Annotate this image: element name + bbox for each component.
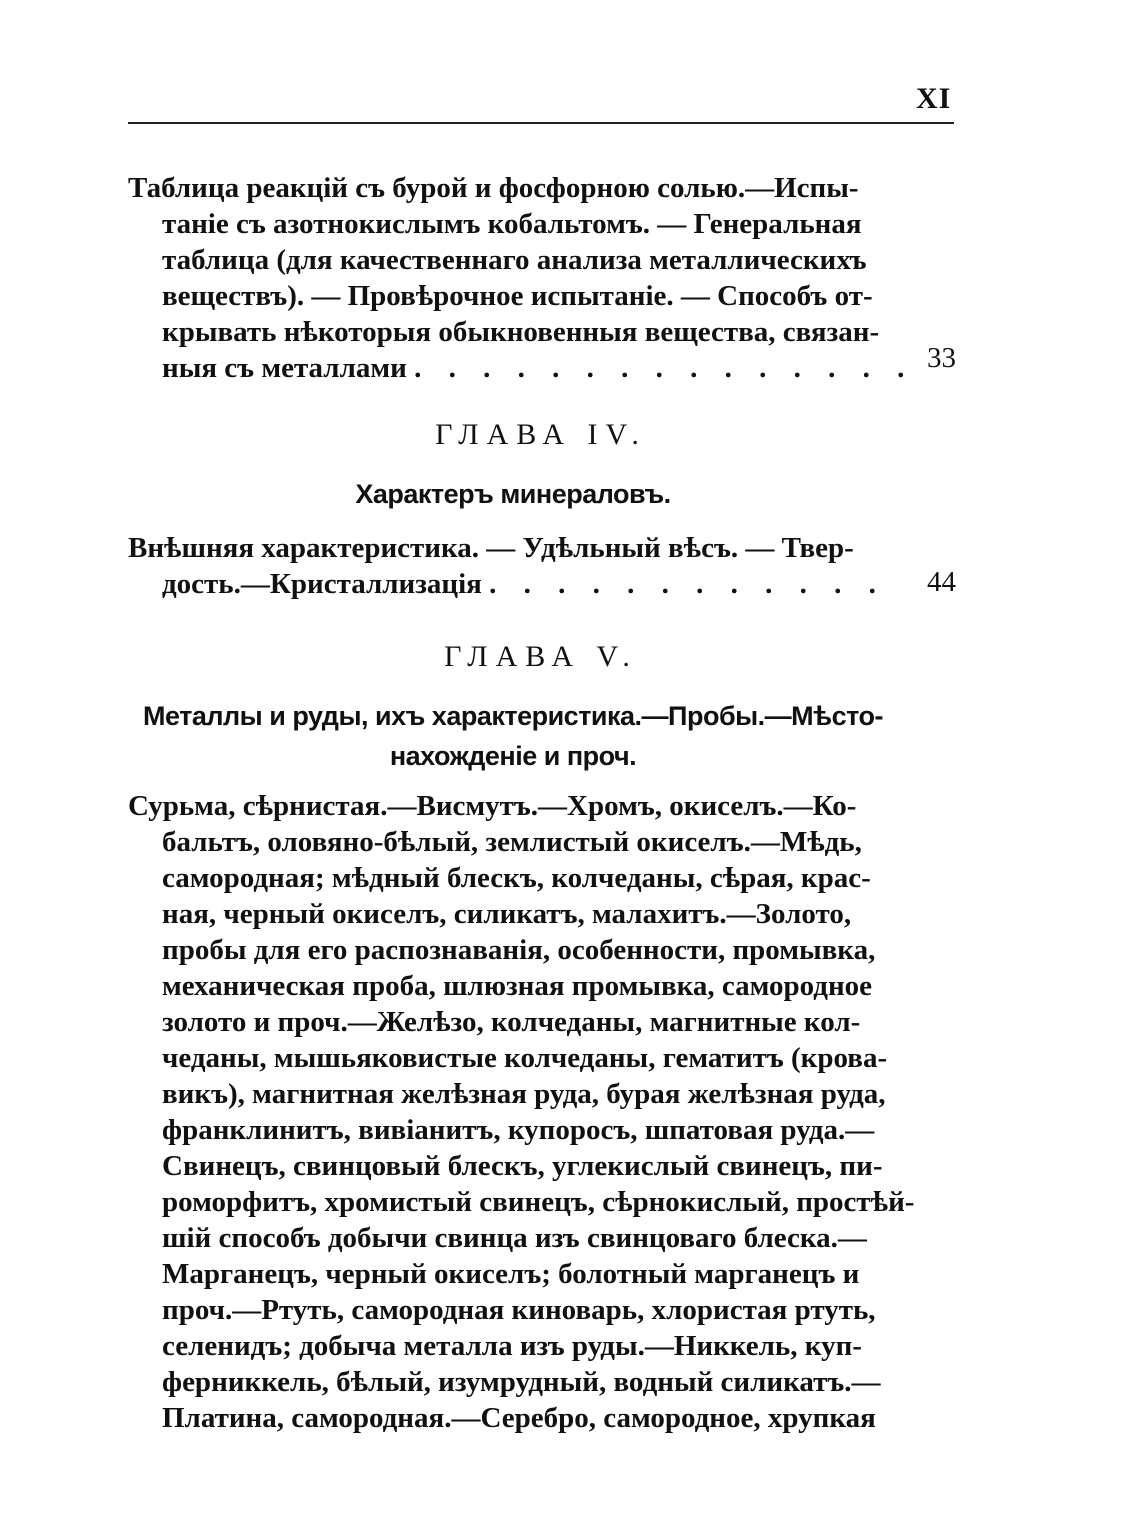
toc-line: роморфитъ, хромистый свинецъ, сѣрнокислый, простѣй- (162, 1186, 915, 1218)
chapter-heading: ГЛАВА V. (444, 640, 638, 673)
toc-line-last (128, 566, 888, 602)
toc-line: шій способъ добычи свинца изъ свинцоваго блеска.— (162, 1222, 867, 1254)
toc-line: веществъ). — Провѣрочное испытаніе. — Способъ от- (162, 280, 873, 312)
toc-line: таблица (для качественнаго анализа металлическихъ (162, 244, 867, 276)
page-reference: 33 (927, 342, 956, 374)
toc-line: механическая проба, шлюзная промывка, самородное (162, 970, 873, 1002)
toc-line: селенидъ; добыча металла изъ руды.—Никкель, куп- (162, 1330, 862, 1362)
toc-line: Марганецъ, черный окиселъ; болотный марганецъ и (162, 1258, 860, 1290)
toc-line: проч.—Ртуть, самородная киноварь, хлористая ртуть, (162, 1294, 876, 1326)
toc-line: бальтъ, оловяно-бѣлый, землистый окиселъ.—Мѣдь, (162, 826, 862, 858)
header-rule (128, 122, 954, 124)
page-number: XI (916, 82, 952, 115)
chapter-title-line: Металлы и руды, ихъ характеристика.—Пробы.—Мѣсто- (142, 701, 884, 731)
toc-line: Таблица реакцій съ бурой и фосфорною солью.—Испы- (128, 172, 859, 204)
toc-line: Платина, самородная.—Серебро, самородное, хрупкая (162, 1402, 876, 1434)
dot-leader: . . . . . . . . . . . . (489, 568, 886, 600)
toc-entry-chapter-3 (128, 170, 915, 386)
toc-line: викъ), магнитная желѣзная руда, бурая желѣзная руда, (162, 1078, 886, 1110)
chapter-title-line: нахожденіе и проч. (389, 741, 637, 771)
chapter-title-line: Характеръ минераловъ. (355, 479, 671, 509)
page-reference: 44 (927, 566, 956, 598)
toc-line: ная, черный окиселъ, силикатъ, малахитъ.—Золото, (162, 898, 852, 930)
toc-line: франклинитъ, вивіанитъ, купоросъ, шпатовая руда.— (162, 1114, 875, 1146)
toc-line-last (128, 350, 915, 386)
toc-line: чеданы, мышьяковистые колчеданы, гематитъ (крова- (162, 1042, 888, 1074)
toc-line: золото и проч.—Желѣзо, колчеданы, магнитные кол- (162, 1006, 861, 1038)
toc-entry-chapter-5 (128, 788, 915, 1436)
chapter-heading: ГЛАВА IV. (435, 418, 647, 451)
chapter-title (128, 696, 898, 776)
toc-line: Сурьма, сѣрнистая.—Висмутъ.—Хромъ, окиселъ.—Ко- (128, 790, 857, 822)
toc-line-text: дость.—Кристаллизація (162, 568, 482, 600)
toc-line: Внѣшняя характеристика. — Удѣльный вѣсъ. — Твер- (128, 532, 854, 564)
toc-line: пробы для его распознаванія, особенности, промывка, (162, 934, 876, 966)
dot-leader: . . . . . . . . . . . . . . . (414, 352, 915, 384)
toc-entry-chapter-4 (128, 530, 888, 602)
toc-line: самородная; мѣдный блескъ, колчеданы, сѣрая, крас- (162, 862, 871, 894)
toc-line: ферниккель, бѣлый, изумрудный, водный силикатъ.— (162, 1366, 881, 1398)
toc-line: крывать нѣкоторыя обыкновенныя вещества, связан- (162, 316, 880, 348)
toc-line: Свинецъ, свинцовый блескъ, углекислый свинецъ, пи- (162, 1150, 883, 1182)
toc-line: таніе съ азотнокислымъ кобальтомъ. — Генеральная (162, 208, 862, 240)
toc-line-text: ныя съ металлами (162, 352, 407, 384)
chapter-title (128, 474, 898, 514)
